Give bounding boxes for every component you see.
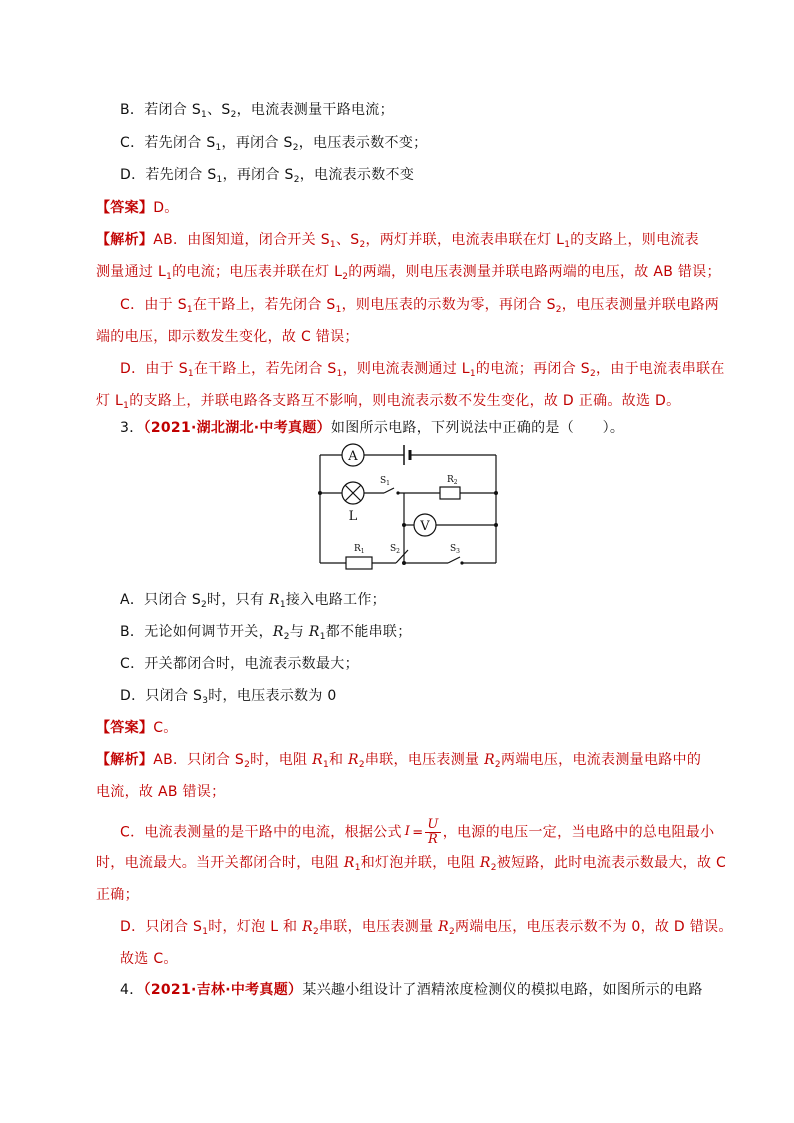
q2-option-d: D．若先闭合 $S_1$，再闭合 $S_2$，电流表示数不变 (120, 167, 415, 185)
q3-stem: 3．（2021·湖北湖北·中考真题）如图所示电路，下列说法中正确的是（ ）。 (120, 420, 625, 436)
q2-analysis-line-6: 灯 $L_1$的支路上，并联电路各支路互不影响，则电流表示数不发生变化，故 D 正确。故选 D。 (96, 393, 681, 411)
lamp-l (342, 482, 364, 524)
voltmeter (414, 514, 436, 536)
node-middle (402, 523, 406, 527)
q3-analysis-line-7: 故选 C。 (120, 951, 178, 967)
q2-option-c: C．若先闭合 $S_1$，再闭合 $S_2$，电压表示数不变； (120, 135, 428, 153)
q3-analysis-line-1: 【解析】AB．只闭合 $S_2$时，电阻 $R_1$和 $R_2$串联，电压表测量 $R_2$两端电压，电流表测量电路中的 (96, 752, 702, 770)
q2-answer: 【答案】D。 (96, 200, 179, 216)
q2-option-b: B．若闭合 $S_1$、$S_2$，电流表测量干路电流； (120, 102, 394, 120)
lamp-label: L (348, 509, 358, 524)
node-right-middle (494, 523, 498, 527)
r2-label: $R_2$ (447, 475, 458, 486)
ammeter-label: A (348, 449, 358, 464)
ammeter (342, 444, 364, 466)
r1-label: $R_1$ (354, 544, 365, 555)
resistor-r1 (346, 557, 372, 569)
q2-analysis-line-2: 测量通过 $L_1$的电流；电压表并联在灯 $L_2$的两端，则电压表测量并联电路两端的电压，故 AB 错误； (96, 264, 721, 282)
q3-analysis-line-3: C．电流表测量的是干路中的电流，根据公式 I = $\frac{U}{R}$ ，电源的电压一定，当电路中的总电阻最小 (120, 817, 715, 847)
q2-analysis-line-1: 【解析】AB．由图知道，闭合开关 $S_1$、$S_2$，两灯并联，电流表串联在灯 $L_1$的支路上，则电流表 (96, 232, 699, 250)
switch-s1-contact (396, 491, 399, 494)
s2-label: $S_2$ (390, 544, 400, 555)
formula-fraction: $\frac{U}{R}$ (427, 817, 439, 847)
formula-i-equals-u-over-r: I (404, 824, 411, 840)
q3-option-b: B．无论如何调节开关，$R_2$与 $R_1$都不能串联； (120, 624, 412, 642)
q3-answer: 【答案】C。 (96, 720, 178, 736)
switch-s1-blade (384, 488, 394, 493)
q2-analysis-line-5: D．由于 $S_1$在干路上，若先闭合 $S_1$，则电流表测通过 $L_1$的电流；再闭合 $S_2$，由于电流表串联在 (120, 361, 725, 379)
q3-analysis-line-5: 正确； (96, 887, 139, 903)
node-bottom (402, 561, 406, 565)
q3-option-d: D．只闭合 $S_3$时，电压表示数为 0 (120, 688, 337, 706)
q3-analysis-line-2: 电流，故 AB 错误； (96, 784, 226, 800)
s1-label: $S_1$ (380, 476, 390, 487)
q2-analysis-line-3: C．由于 $S_1$在干路上，若先闭合 $S_1$，则电压表的示数为零，再闭合 $S_2$，电压表测量并联电路两 (120, 297, 720, 315)
circuit-diagram (310, 440, 510, 576)
q4-stem: 4．（2021·吉林·中考真题）某兴趣小组设计了酒精浓度检测仪的模拟电路，如图所示的电路 (120, 982, 703, 998)
s3-label: $S_3$ (450, 544, 460, 555)
resistor-r2 (440, 487, 460, 499)
switch-s3-contact (460, 561, 463, 564)
q3-option-a: A．只闭合 $S_2$时，只有 $R_1$接入电路工作； (120, 592, 386, 610)
q2-analysis-line-4: 端的电压，即示数发生变化，故 C 错误； (96, 329, 359, 345)
q3-option-c: C．开关都闭合时，电流表示数最大； (120, 656, 359, 672)
switch-s3-blade (448, 557, 460, 563)
voltmeter-label: V (420, 519, 430, 534)
node-left (318, 491, 322, 495)
q3-analysis-line-4: 时，电流最大。当开关都闭合时，电阻 $R_1$和灯泡并联，电阻 $R_2$被短路，此时电流表示数最大，故 C (96, 855, 727, 873)
q3-analysis-line-6: D．只闭合 $S_1$时，灯泡 L 和 $R_2$串联，电压表测量 $R_2$两端电压，电压表示数不为 0，故 D 错误。 (120, 919, 733, 937)
node-right-upper (494, 491, 498, 495)
